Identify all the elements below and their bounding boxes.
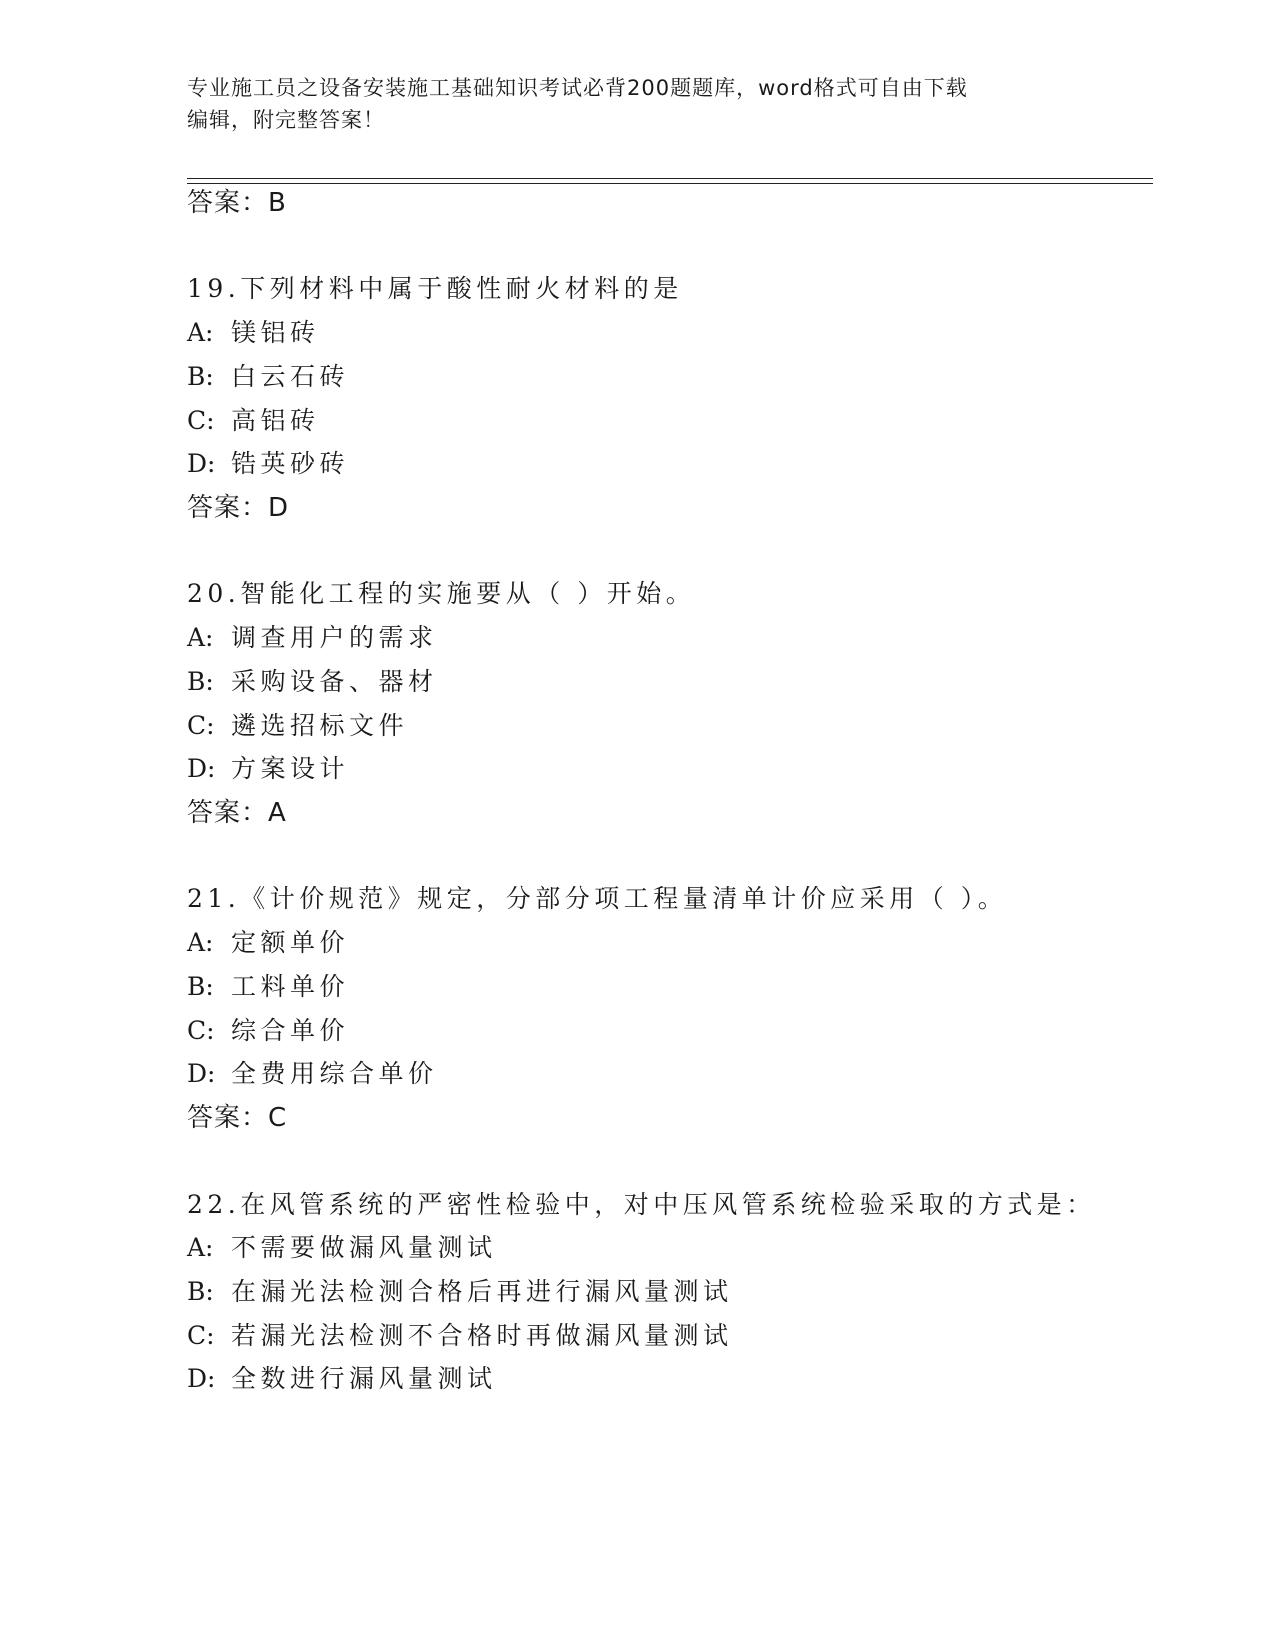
option-label: C:: [187, 1321, 215, 1350]
option-label: A:: [187, 1233, 214, 1262]
option-label: C:: [187, 711, 215, 740]
option-label: A:: [187, 318, 214, 347]
option-text: 遴选招标文件: [231, 711, 409, 740]
header-divider-top: [187, 178, 1153, 179]
option-label: C:: [187, 1016, 215, 1045]
option-label: B:: [187, 667, 214, 696]
header-title-line-2: 编辑，附完整答案！: [187, 108, 385, 132]
question-19-answer: 答案：D: [187, 493, 290, 523]
option-text: 调查用户的需求: [231, 623, 438, 652]
option-text: 在漏光法检测合格后再进行漏风量测试: [231, 1277, 733, 1306]
option-text: 方案设计: [231, 754, 350, 783]
option-label: B:: [187, 1277, 214, 1306]
option-label: B:: [187, 972, 214, 1001]
header-divider-bottom: [187, 183, 1153, 184]
option-text: 镁铝砖: [231, 318, 320, 347]
option-label: A:: [187, 623, 214, 652]
option-text: 综合单价: [231, 1016, 350, 1045]
question-19-option-b: [187, 360, 349, 394]
option-text: 全费用综合单价: [231, 1059, 438, 1088]
question-22-option-b: [187, 1275, 733, 1309]
option-text: 锆英砂砖: [231, 449, 350, 478]
question-22-option-c: [187, 1319, 733, 1353]
option-label: D:: [187, 1364, 216, 1393]
option-text: 定额单价: [231, 928, 350, 957]
option-text: 工料单价: [231, 972, 350, 1001]
option-text: 不需要做漏风量测试: [231, 1233, 497, 1262]
question-22-option-d: [187, 1362, 497, 1396]
question-20-option-a: [187, 621, 438, 655]
option-text: 若漏光法检测不合格时再做漏风量测试: [231, 1321, 733, 1350]
document-header: [187, 72, 1067, 136]
question-21-option-c: [187, 1014, 349, 1048]
question-20-option-b: [187, 665, 438, 699]
question-19-option-a: [187, 316, 320, 350]
option-label: D:: [187, 449, 216, 478]
option-text: 白云石砖: [231, 362, 350, 391]
option-text: 高铝砖: [231, 406, 320, 435]
option-label: A:: [187, 928, 214, 957]
answer-previous-question: 答案：B: [187, 188, 287, 218]
question-20-answer: 答案：A: [187, 798, 287, 828]
question-21-option-b: [187, 970, 349, 1004]
option-label: D:: [187, 754, 216, 783]
header-title-line-1: 专业施工员之设备安装施工基础知识考试必背200题题库，word格式可自由下载: [187, 76, 968, 100]
question-19-stem: 19.下列材料中属于酸性耐火材料的是: [187, 274, 683, 303]
question-20-option-c: [187, 709, 408, 743]
question-20-stem: 20.智能化工程的实施要从（ ）开始。: [187, 579, 696, 608]
question-20-option-d: [187, 752, 349, 786]
option-label: C:: [187, 406, 215, 435]
question-21-option-a: [187, 926, 349, 960]
question-22-stem: 22.在风管系统的严密性检验中，对中压风管系统检验采取的方式是：: [187, 1190, 1096, 1219]
question-21-answer: 答案：C: [187, 1103, 288, 1133]
question-21-option-d: [187, 1057, 438, 1091]
question-19-option-d: [187, 447, 349, 481]
question-19-option-c: [187, 404, 320, 438]
question-22-option-a: [187, 1231, 497, 1265]
option-text: 全数进行漏风量测试: [231, 1364, 497, 1393]
option-label: B:: [187, 362, 214, 391]
question-21-stem: 21.《计价规范》规定，分部分项工程量清单计价应采用（ ）。: [187, 884, 1008, 913]
option-text: 采购设备、器材: [231, 667, 438, 696]
option-label: D:: [187, 1059, 216, 1088]
